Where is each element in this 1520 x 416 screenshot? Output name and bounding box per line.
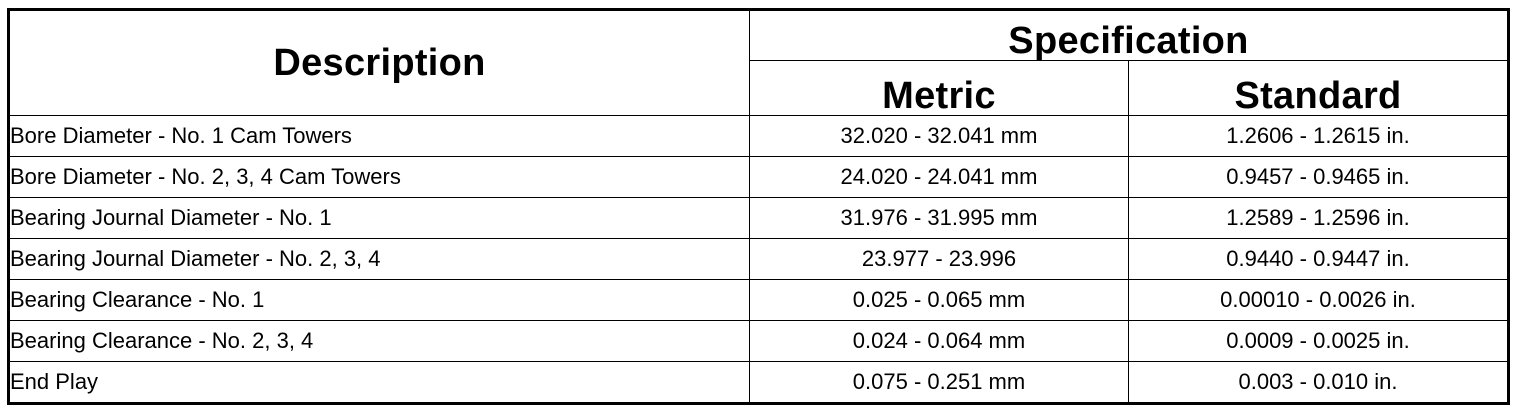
header-row-top — [9, 10, 1509, 61]
description-cell: End Play — [9, 362, 750, 404]
standard-cell: 0.9440 - 0.9447 in. — [1129, 239, 1509, 280]
table-body — [9, 116, 1509, 404]
table-row — [9, 239, 1509, 280]
metric-cell: 0.075 - 0.251 mm — [750, 362, 1129, 404]
specification-header: Specification — [750, 10, 1509, 61]
table-row — [9, 362, 1509, 404]
table-row — [9, 116, 1509, 157]
table-header — [9, 10, 1509, 116]
metric-cell: 0.024 - 0.064 mm — [750, 321, 1129, 362]
description-cell: Bore Diameter - No. 1 Cam Towers — [9, 116, 750, 157]
table-row — [9, 157, 1509, 198]
table-row — [9, 321, 1509, 362]
metric-header: Metric — [750, 61, 1129, 116]
metric-cell: 31.976 - 31.995 mm — [750, 198, 1129, 239]
metric-cell: 23.977 - 23.996 — [750, 239, 1129, 280]
standard-cell: 1.2606 - 1.2615 in. — [1129, 116, 1509, 157]
standard-cell: 0.003 - 0.010 in. — [1129, 362, 1509, 404]
table-row — [9, 280, 1509, 321]
specification-table — [7, 8, 1510, 405]
standard-header: Standard — [1129, 61, 1509, 116]
description-cell: Bearing Clearance - No. 1 — [9, 280, 750, 321]
metric-cell: 24.020 - 24.041 mm — [750, 157, 1129, 198]
metric-cell: 32.020 - 32.041 mm — [750, 116, 1129, 157]
description-cell: Bearing Clearance - No. 2, 3, 4 — [9, 321, 750, 362]
description-cell: Bore Diameter - No. 2, 3, 4 Cam Towers — [9, 157, 750, 198]
standard-cell: 0.9457 - 0.9465 in. — [1129, 157, 1509, 198]
description-cell: Bearing Journal Diameter - No. 2, 3, 4 — [9, 239, 750, 280]
standard-cell: 0.00010 - 0.0026 in. — [1129, 280, 1509, 321]
description-cell: Bearing Journal Diameter - No. 1 — [9, 198, 750, 239]
description-header: Description — [9, 10, 750, 116]
standard-cell: 0.0009 - 0.0025 in. — [1129, 321, 1509, 362]
metric-cell: 0.025 - 0.065 mm — [750, 280, 1129, 321]
table-row — [9, 198, 1509, 239]
standard-cell: 1.2589 - 1.2596 in. — [1129, 198, 1509, 239]
